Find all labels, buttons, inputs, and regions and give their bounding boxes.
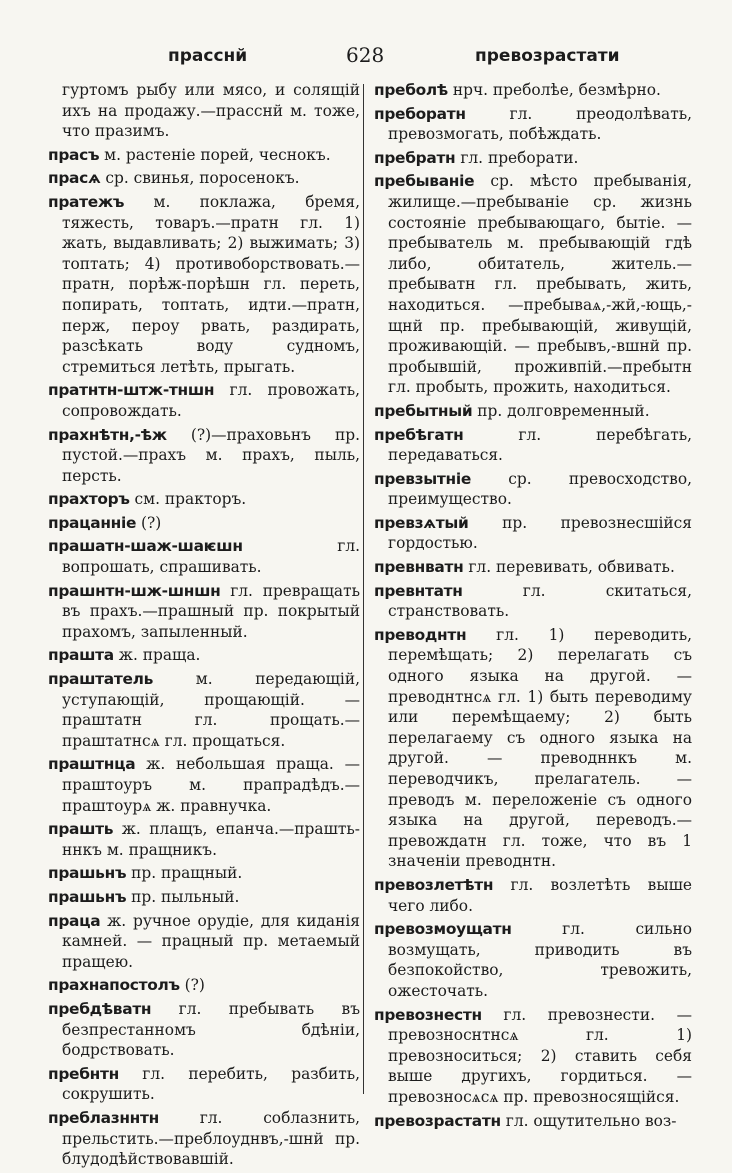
- dictionary-entry: [48, 911, 360, 973]
- definition: гл. пребывать въ безпрестанномъ бдѣніи, бодрствовать.: [62, 999, 360, 1060]
- definition: ср. превосходство, преимущество.: [388, 469, 692, 509]
- headword: прашьнъ: [48, 864, 127, 883]
- headword: превзѧтый: [374, 513, 469, 532]
- running-header: [0, 40, 732, 70]
- headword: праштнца: [48, 755, 136, 774]
- dictionary-entry: [374, 557, 692, 578]
- headword: преболѣ: [374, 81, 448, 99]
- dictionary-entry: [374, 875, 692, 916]
- dictionary-entry: [48, 192, 360, 377]
- headword: пребытный: [374, 401, 473, 420]
- left-column: [48, 80, 360, 1173]
- headword: превозмоущатн: [374, 920, 512, 939]
- headword: прахторъ: [48, 490, 130, 509]
- dictionary-entry: [374, 581, 692, 622]
- definition: (?)—праховьнъ пр. пустой.—прахъ м. прахъ, пыль, персть.: [62, 425, 360, 485]
- definition: гл. 1) переводить, перемѣщать; 2) перелагать съ одного языка на другой. — преводнтнсѧ гл. 1) быть переводиму или перемѣщаему; 2) быть перелагаему съ одного языка на другой. — преводннкъ м. переводчикъ, прелагатель. — преводъ м. переложеніе съ одного языка на другой, переводъ.—превождатн гл. тоже, что въ 1 значеніи преводнтн.: [388, 625, 692, 871]
- dictionary-entry: [48, 145, 360, 166]
- definition: гл. преодолѣвать, превозмогать, побѣждать.: [388, 104, 692, 144]
- headword: превзытніе: [374, 469, 471, 488]
- right-column: [374, 80, 692, 1134]
- headword: прахнѣтн,-ѣж: [48, 425, 167, 444]
- dictionary-entry: [48, 168, 360, 189]
- dictionary-entry: [48, 513, 360, 534]
- headword: превозлетѣтн: [374, 875, 494, 894]
- dictionary-entry: [374, 401, 692, 422]
- dictionary-entry: [374, 104, 692, 145]
- headword: прашнтн-шж-шншн: [48, 581, 221, 600]
- definition: гл. скитаться, странствовать.: [388, 581, 692, 621]
- headword: праштатель: [48, 670, 154, 689]
- dictionary-entry: [48, 887, 360, 908]
- headword: пратежъ: [48, 192, 125, 211]
- definition: (?): [184, 976, 205, 995]
- headword: превознестн: [374, 1005, 482, 1024]
- definition: пр. пыльный.: [131, 887, 240, 906]
- definition: м. растеніе порей, чеснокъ.: [104, 145, 331, 164]
- dictionary-entry: [374, 171, 692, 398]
- dictionary-entry: [48, 863, 360, 884]
- headword: прашть: [48, 820, 114, 839]
- dictionary-entry: [374, 919, 692, 1001]
- definition: гл. провожать, сопровождать.: [62, 381, 360, 420]
- dictionary-entry: [48, 819, 360, 860]
- headword: превозрастатн: [374, 1111, 501, 1130]
- dictionary-entry: [48, 536, 360, 577]
- headword: прасѧ: [48, 169, 101, 188]
- dictionary-entry: [48, 80, 360, 142]
- header-left-word: прасснй: [168, 46, 248, 66]
- definition: ж. праща.: [118, 646, 201, 665]
- column-divider: [363, 84, 364, 1094]
- headword: пребѣгатн: [374, 425, 464, 444]
- definition: см. практоръ.: [134, 490, 247, 509]
- headword: прашьнъ: [48, 887, 127, 906]
- definition: гл. превознести. — превозноснтнсѧ гл. 1) превозноситься; 2) ставить себя выше другихъ, гордиться. — превозносѧсѧ пр. превозносящійся.: [388, 1005, 692, 1106]
- definition: пр. долговременный.: [477, 401, 650, 420]
- headword: пребнтн: [48, 1064, 119, 1083]
- definition: гл. ощутительно воз-: [505, 1111, 677, 1130]
- definition: пр. превознесшійся гордостью.: [388, 513, 692, 553]
- definition: (?): [141, 513, 162, 532]
- dictionary-entry: [374, 425, 692, 466]
- definition: гуртомъ рыбу или мясо, и солящій ихъ на продажу.—прасснй м. тоже, что празимъ.: [62, 81, 360, 141]
- headword: пребываніе: [374, 172, 475, 191]
- definition: гл. вопрошать, спрашивать.: [62, 537, 360, 577]
- dictionary-entry: [48, 489, 360, 510]
- headword: преборатн: [374, 104, 466, 123]
- definition: гл. перевивать, обвивать.: [468, 558, 675, 577]
- dictionary-entry: [374, 469, 692, 510]
- headword: пребдѣватн: [48, 999, 152, 1018]
- definition: м. поклажа, бремя, тяжесть, товаръ.—пратн гл. 1) жать, выдавливать; 2) выжимать; 3) топтать; 4) противоборствовать.—пратн, порѣж-порѣшн гл. переть, попирать, топтать, идти.—пратн, перж, пероу рвать, раздирать, разсѣкать воду судномъ, стремиться летѣть, прыгать.: [62, 192, 360, 376]
- headword: преводнтн: [374, 625, 467, 644]
- headword: прасъ: [48, 145, 100, 164]
- dictionary-entry: [374, 1111, 692, 1132]
- page-number: 628: [346, 43, 385, 67]
- dictionary-entry: [374, 148, 692, 169]
- dictionary-entry: [48, 975, 360, 996]
- headword: превнватн: [374, 558, 464, 577]
- definition: гл. преборати.: [460, 148, 579, 167]
- headword: прашта: [48, 646, 114, 665]
- dictionary-entry: [48, 380, 360, 421]
- dictionary-entry: [48, 425, 360, 487]
- dictionary-entry: [374, 513, 692, 554]
- definition: гл. возлетѣть выше чего либо.: [388, 875, 692, 915]
- definition: ж. небольшая праща. — праштоуръ м. прапрадѣдъ.—праштоурѧ ж. правнучка.: [62, 755, 360, 815]
- header-right-word: превозрастати: [475, 46, 620, 66]
- dictionary-entry: [48, 581, 360, 643]
- headword: превнтатн: [374, 581, 463, 600]
- definition: гл. перебить, разбить, сокрушить.: [62, 1064, 360, 1104]
- definition: гл. соблазнить, прельстить.—преблоуднвъ,-шнй пр. блудодѣйствовавшій.: [62, 1108, 360, 1169]
- dictionary-entry: [48, 1064, 360, 1105]
- definition: м. передающій, уступающій, прощающій. — праштатн гл. прощать.—праштатнсѧ гл. прощаться.: [62, 670, 360, 750]
- dictionary-entry: [48, 754, 360, 816]
- definition: ж. плащъ, епанча.—прашть-ннкъ м. пращникъ.: [62, 820, 360, 859]
- headword: пребратн: [374, 148, 456, 167]
- dictionary-entry: [48, 1108, 360, 1170]
- headword: прахнапостолъ: [48, 976, 180, 995]
- definition: нрч. преболѣе, безмѣрно.: [452, 81, 661, 99]
- definition: ср. свинья, поросенокъ.: [105, 169, 300, 188]
- headword: прашатн-шаж-шаѥшн: [48, 537, 243, 556]
- definition: гл. превращать въ прахъ.—прашный пр. покрытый прахомъ, запыленный.: [62, 581, 360, 641]
- headword: працанніе: [48, 513, 137, 532]
- dictionary-entry: [374, 1005, 692, 1108]
- definition: гл. сильно возмущать, приводить въ безпокойство, тревожить, ожесточать.: [388, 920, 692, 1000]
- definition: ср. мѣсто пребыванія, жилище.—пребываніе ср. жизнь состояніе пребывающаго, бытіе. — пребыватель м. пребывающій гдѣ либо, обитатель, житель.—пребыватн гл. пребывать, жить, находиться. —пребываѧ,-жй,-ющь,-щнй пр. пребывающій, живущій, проживающій. — пребывъ,-вшнй пр. пробывшій, проживпій.—пребытн гл. пробыть, прожить, находиться.: [388, 172, 692, 397]
- headword: пратнтн-штж-тншн: [48, 381, 215, 400]
- headword: преблазннтн: [48, 1108, 159, 1127]
- dictionary-entry: [374, 625, 692, 872]
- dictionary-entry: [48, 999, 360, 1061]
- dictionary-entry: [48, 669, 360, 751]
- definition: гл. перебѣгать, передаваться.: [388, 425, 692, 465]
- dictionary-entry: [374, 80, 692, 101]
- definition: ж. ручное орудіе, для киданія камней. — працный пр. метаемый пращею.: [62, 911, 360, 971]
- headword: праца: [48, 911, 101, 930]
- dictionary-entry: [48, 645, 360, 666]
- definition: пр. пращный.: [131, 864, 243, 883]
